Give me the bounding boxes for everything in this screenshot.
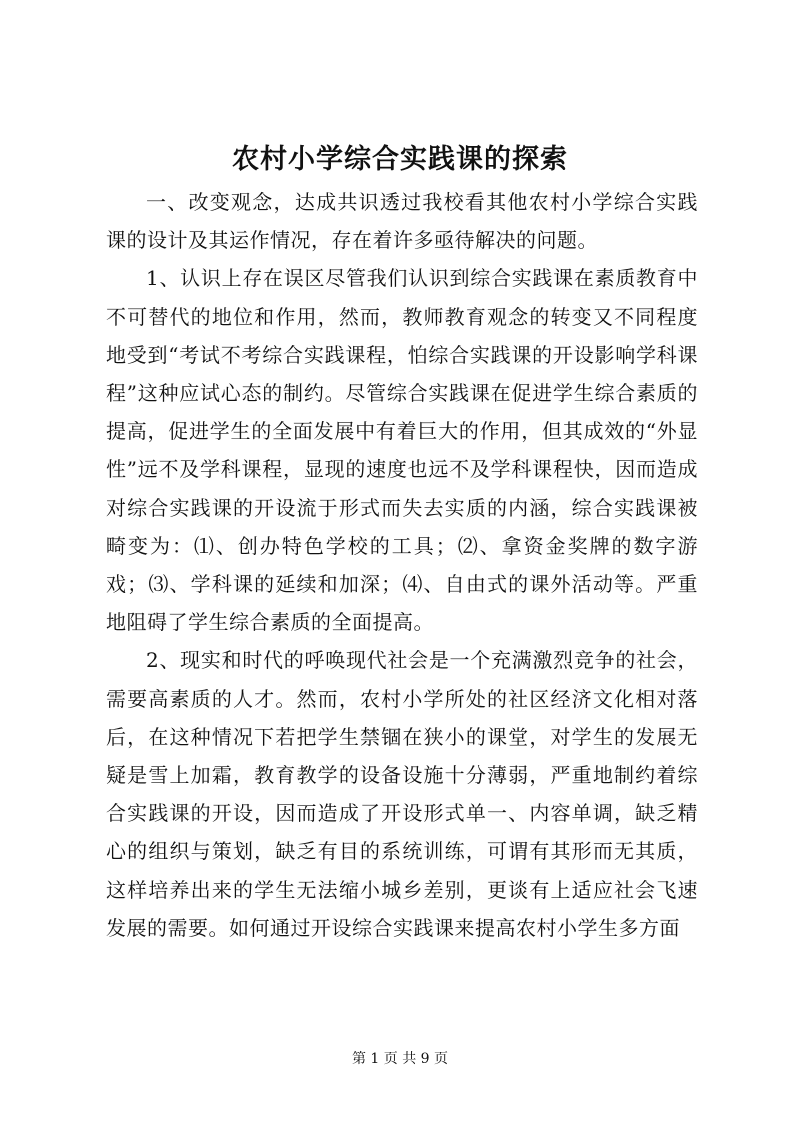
paragraph-1: 一、改变观念，达成共识透过我校看其他农村小学综合实践课的设计及其运作情况，存在着许多亟待解决的问题。 — [106, 190, 698, 253]
page-footer: 第 1 页 共 9 页 — [351, 1051, 449, 1067]
document-body — [106, 183, 698, 947]
paragraph-3: 2、现实和时代的呼唤现代社会是一个充满激烈竞争的社会，需要高素质的人才。然而，农村小学所处的社区经济文化相对落后，在这种情况下若把学生禁锢在狭小的课堂，对学生的发展无疑是雪上加霜，教育教学的设备设施十分薄弱，严重地制约着综合实践课的开设，因而造成了开设形式单一、内容单调，缺乏精心的组织与策划，缺乏有目的系统训练，可谓有其形而无其质，这样培养出来的学生无法缩小城乡差别，更谈有上适应社会飞速发展的需要。如何通过开设综合实践课来提高农村小学生多方面 — [106, 648, 698, 940]
paragraph-2: 1、认识上存在误区尽管我们认识到综合实践课在素质教育中不可替代的地位和作用，然而，教师教育观念的转变又不同程度地受到“考试不考综合实践课程，怕综合实践课的开设影响学科课程”这种应试心态的制约。尽管综合实践课在促进学生综合素质的提高，促进学生的全面发展中有着巨大的作用，但其成效的“外显性”远不及学科课程，显现的速度也远不及学科课程快，因而造成对综合实践课的开设流于形式而失去实质的内涵，综合实践课被畸变为：⑴、创办特色学校的工具；⑵、拿资金奖牌的数字游戏；⑶、学科课的延续和加深；⑷、自由式的课外活动等。严重地阻碍了学生综合素质的全面提高。 — [106, 266, 698, 635]
document-title: 农村小学综合实践课的探索 — [232, 144, 568, 175]
